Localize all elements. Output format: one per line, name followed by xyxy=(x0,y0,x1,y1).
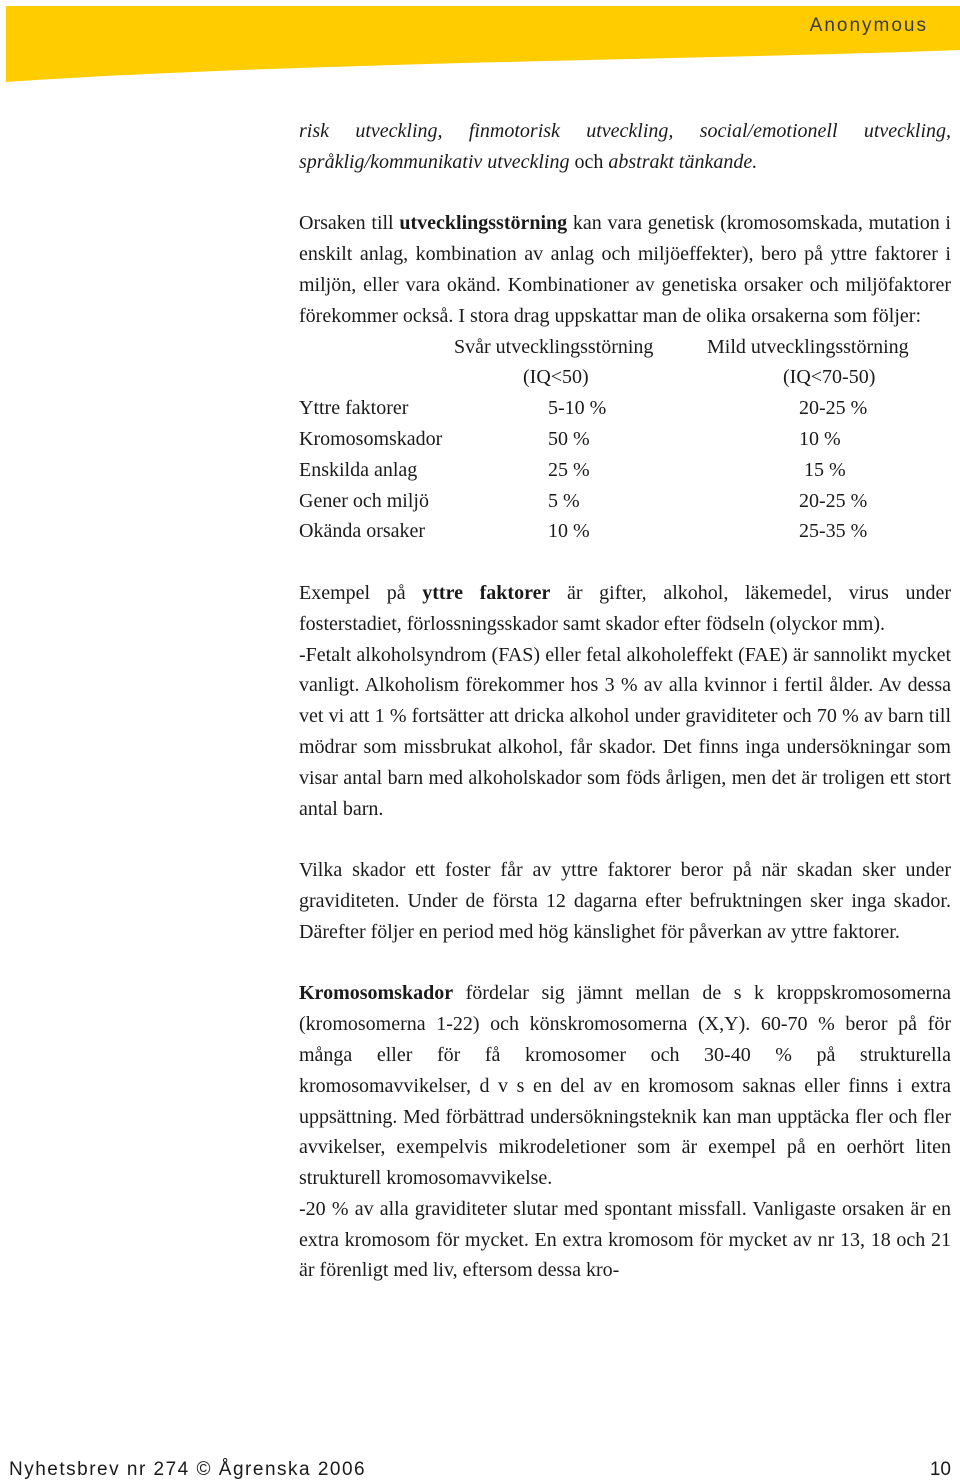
intro-connector: och xyxy=(569,150,609,173)
row-mild-value: 10 % xyxy=(799,427,841,450)
row-severe-value: 5 % xyxy=(548,489,580,512)
table-header-severe: Svår utvecklingsstörning xyxy=(454,335,654,358)
table-row xyxy=(299,393,951,424)
row-mild-value: 20-25 % xyxy=(799,397,868,420)
causes-pre: Orsaken till xyxy=(299,212,400,235)
table-row xyxy=(299,516,951,547)
row-mild-value: 25-35 % xyxy=(799,520,868,543)
row-severe-value: 10 % xyxy=(548,520,590,543)
row-mild-value: 20-25 % xyxy=(799,489,868,512)
row-label: Gener och miljö xyxy=(299,489,429,512)
article-body xyxy=(299,116,951,1286)
table-row xyxy=(299,455,951,486)
paragraph-intro xyxy=(299,116,951,178)
table-subheader-mild: (IQ<70-50) xyxy=(783,366,876,389)
causes-bold: utvecklingsstörning xyxy=(399,212,568,235)
table-subheader-row xyxy=(299,362,951,393)
chromosomes-bold: Kromosomskador xyxy=(299,982,454,1005)
causes-table xyxy=(299,332,951,548)
paragraph-pregnancy: Vilka skador ett foster får av yttre faktorer beror på när skadan sker under graviditeten. Under de första 12 dagarna efter befruktningen sker inga skador. Därefter följer en period med hög känslighet för påverkan av yttre faktorer. xyxy=(299,859,951,943)
external-pre: Exempel på xyxy=(299,581,423,604)
table-row xyxy=(299,424,951,455)
row-label: Enskilda anlag xyxy=(299,458,418,481)
paragraph-causes xyxy=(299,208,951,331)
row-severe-value: 25 % xyxy=(548,458,590,481)
paragraph-external-factors xyxy=(299,578,951,640)
chromosomes-post: fördelar sig jämnt mellan de s k kroppskromosomerna (kromosomerna 1-22) och könskromosomerna (X,Y). 60-70 % beror på för många eller för få kromosomer och 30-40 % på strukturella kromosomavvikelser, d v s en del av en kromosom saknas eller finns i extra uppsättning. Med förbättrad undersökningsteknik kan man upptäcka fler och fler avvikelser, exempelvis mikrodeletioner som är exempel på en oerhört liten strukturell kromosomavvikelse. xyxy=(299,982,951,1190)
table-row xyxy=(299,486,951,517)
table-subheader-severe: (IQ<50) xyxy=(523,366,589,389)
row-severe-value: 5-10 % xyxy=(548,397,607,420)
external-post: är gifter, alkohol, läkemedel, virus under fosterstadiet, förlossningsskador samt skador efter födseln (olyckor mm). xyxy=(299,581,951,635)
intro-italic: risk utveckling, finmotorisk utveckling, social/emotionell utveckling, språklig/kommunikativ utveckling xyxy=(299,120,951,173)
footer-newsletter: Nyhetsbrev nr 274 © Ågrenska 2006 xyxy=(9,1459,367,1480)
table-header-row xyxy=(299,332,951,363)
external-bold: yttre faktorer xyxy=(422,581,551,604)
table-header-mild: Mild utvecklingsstörning xyxy=(707,335,909,358)
page-number: 10 xyxy=(929,1459,951,1480)
row-severe-value: 50 % xyxy=(548,427,590,450)
row-label: Yttre faktorer xyxy=(299,397,409,420)
row-label: Okända orsaker xyxy=(299,520,426,543)
header-banner xyxy=(0,0,960,90)
paragraph-alcohol: -Fetalt alkoholsyndrom (FAS) eller fetal alkoholeffekt (FAE) är sannolikt mycket vanligt. Alkoholism förekommer hos 3 % av alla kvinnor i fertil ålder. Av dessa vet vi att 1 % fortsätter att dricka alkohol under graviditeter och 70 % av barn till mödrar som missbrukat alkohol, får skador. Det finns inga undersökningar som visar antal barn med alkoholskador som föds årligen, men det är troligen ett stort antal barn. xyxy=(299,643,951,820)
row-mild-value: 15 % xyxy=(799,458,846,481)
intro-italic-end: abstrakt tänkande. xyxy=(608,150,758,173)
row-label: Kromosomskador xyxy=(299,427,443,450)
paragraph-miscarriage: -20 % av alla graviditeter slutar med spontant missfall. Vanligaste orsaken är en extra kromosom för mycket. En extra kromosom för mycket av nr 13, 18 och 21 är förenligt med liv, eftersom dessa kro- xyxy=(299,1197,951,1282)
causes-post: kan vara genetisk (kromosomskada, mutation i enskilt anlag, kombination av anlag och miljöeffekter), bero på yttre faktorer i miljön, eller vara okänd. Kombinationer av genetiska orsaker och miljöfaktorer förekommer också. I stora drag uppskattar man de olika orsakerna som följer: xyxy=(299,212,951,327)
header-label: Anonymous xyxy=(809,15,928,36)
paragraph-chromosomes xyxy=(299,978,951,1194)
